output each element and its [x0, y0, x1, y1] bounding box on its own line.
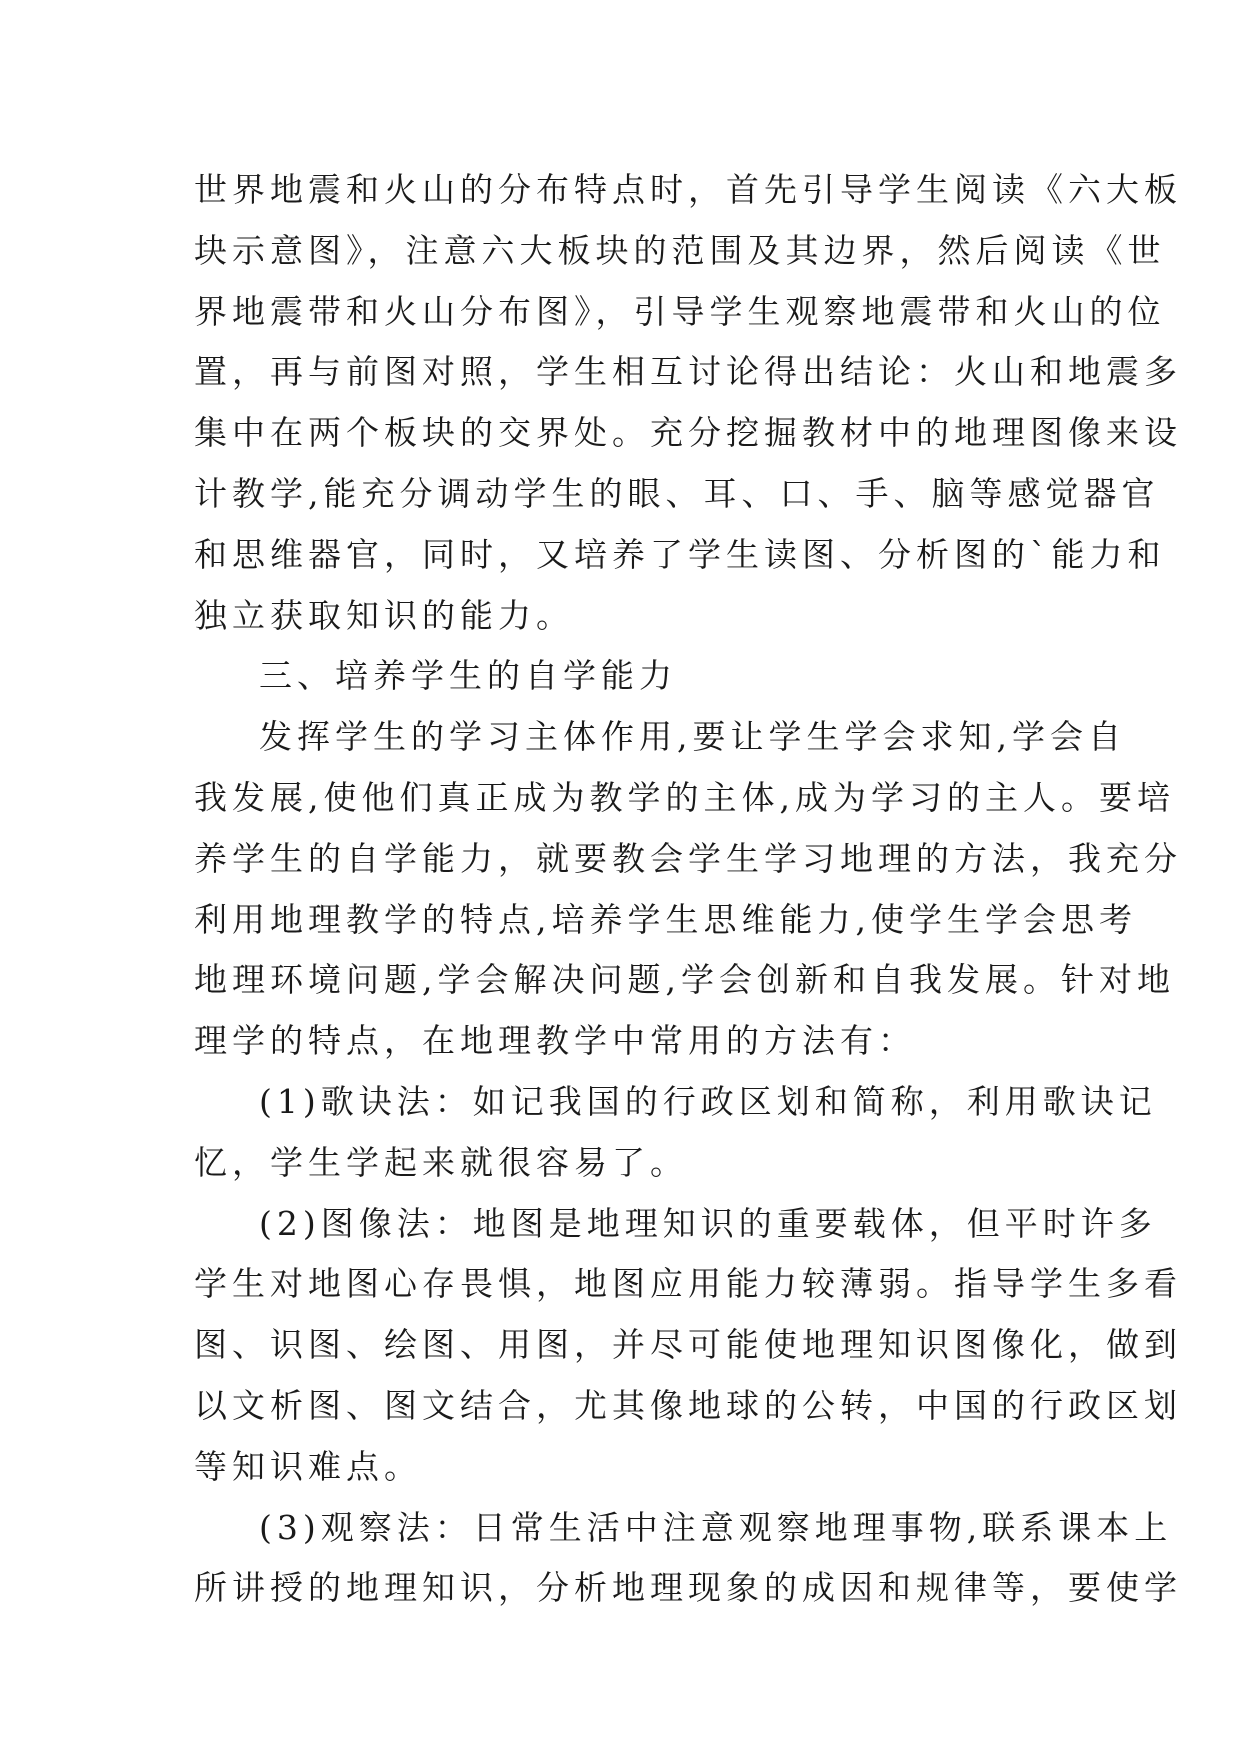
text-line: 等知识难点。 — [194, 1446, 422, 1486]
text-line: 和思维器官，同时，又培养了学生读图、分析图的`能力和 — [194, 534, 1166, 574]
text-line: 世界地震和火山的分布特点时，首先引导学生阅读《六大板 — [194, 170, 1182, 209]
text-line: 集中在两个板块的交界处。充分挖掘教材中的地理图像来设 — [194, 413, 1182, 453]
text-line: 界地震带和火山分布图》，引导学生观察地震带和火山的位 — [194, 291, 1166, 331]
text-line: 养学生的自学能力，就要教会学生学习地理的方法，我充分 — [194, 838, 1182, 878]
text-line: 图、识图、绘图、用图，并尽可能使地理知识图像化，做到 — [194, 1325, 1182, 1365]
text-line: 独立获取知识的能力。 — [194, 595, 574, 635]
text-line: (1)歌诀法：如记我国的行政区划和简称，利用歌诀记 — [259, 1081, 1157, 1121]
text-line: 置，再与前图对照，学生相互讨论得出结论：火山和地震多 — [194, 352, 1182, 392]
text-line: 发挥学生的学习主体作用,要让学生学会求知,学会自 — [259, 717, 1126, 757]
text-line: 学生对地图心存畏惧，地图应用能力较薄弱。指导学生多看 — [194, 1264, 1182, 1304]
text-line: 忆，学生学起来就很容易了。 — [194, 1142, 688, 1182]
text-line: 所讲授的地理知识，分析地理现象的成因和规律等，要使学 — [194, 1568, 1182, 1608]
text-line: 理学的特点，在地理教学中常用的方法有： — [194, 1021, 916, 1061]
text-line: 我发展,使他们真正成为教学的主体,成为学习的主人。要培 — [194, 777, 1175, 817]
text-line: 地理环境问题,学会解决问题,学会创新和自我发展。针对地 — [194, 960, 1175, 1000]
text-line: (3)观察法：日常生活中注意观察地理事物,联系课本上 — [259, 1507, 1173, 1547]
text-line: 计教学,能充分调动学生的眼、耳、口、手、脑等感觉器官 — [194, 473, 1160, 513]
text-line: 块示意图》，注意六大板块的范围及其边界，然后阅读《世 — [194, 230, 1166, 270]
text-line: (2)图像法：地图是地理知识的重要载体，但平时许多 — [259, 1203, 1157, 1243]
text-line: 利用地理教学的特点,培养学生思维能力,使学生学会思考 — [194, 899, 1137, 939]
text-line: 三、培养学生的自学能力 — [259, 656, 677, 696]
body-text — [194, 160, 1182, 1619]
text-line: 以文析图、图文结合，尤其像地球的公转，中国的行政区划 — [194, 1385, 1182, 1425]
